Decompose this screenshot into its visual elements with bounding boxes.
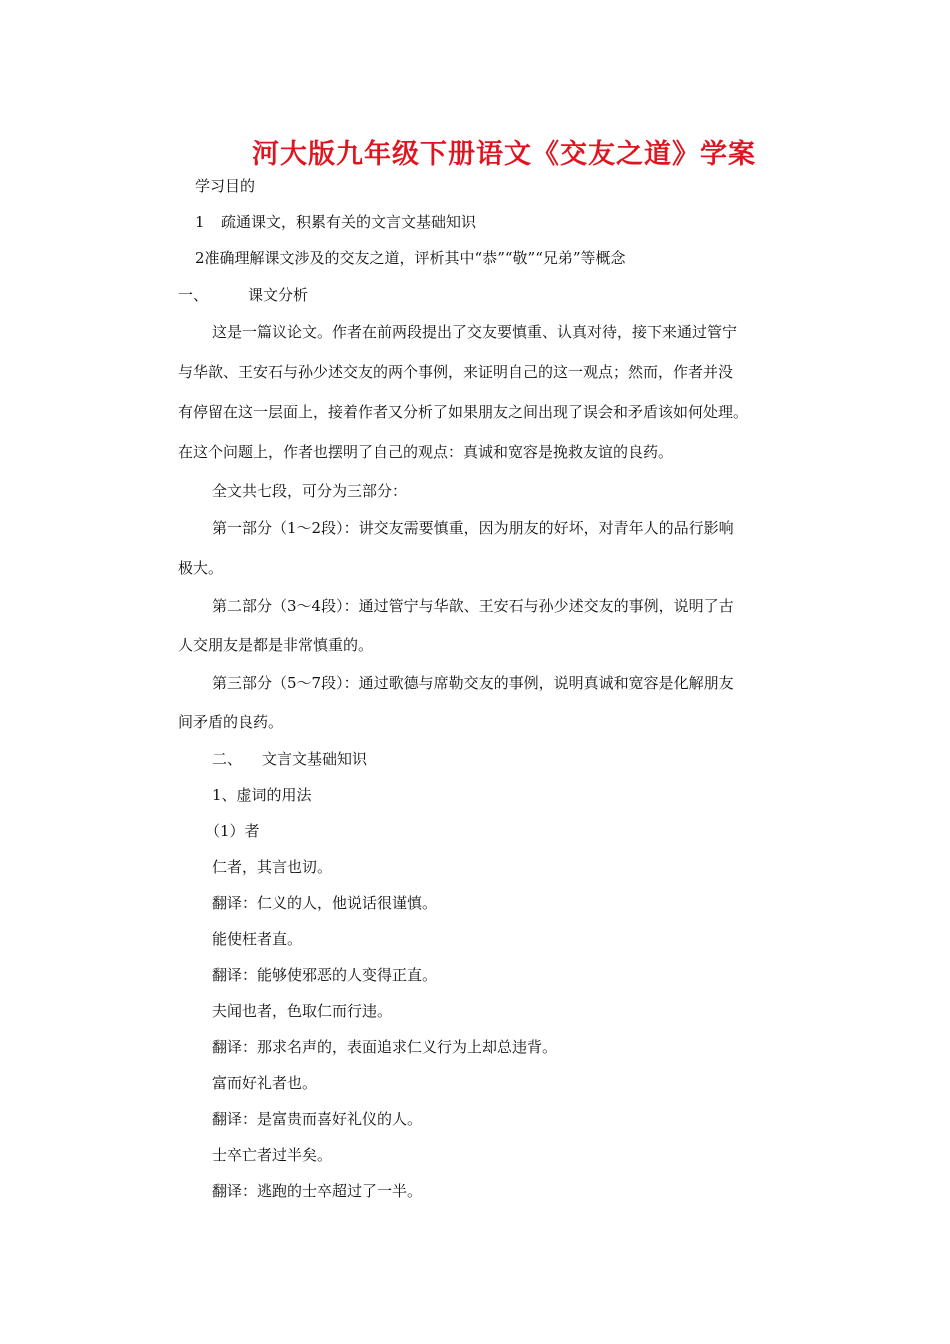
- subsection-item: （1）者: [205, 822, 260, 840]
- part2-line: 人交朋友是都是非常慎重的。: [178, 636, 374, 654]
- part3-line: 间矛盾的良药。: [178, 713, 284, 731]
- example-line: 富而好礼者也。: [212, 1074, 318, 1092]
- analysis-line: 这是一篇议论文。作者在前两段提出了交友要慎重、认真对待，接下来通过管宁: [212, 323, 738, 341]
- structure-intro: 全文共七段，可分为三部分：: [212, 482, 408, 500]
- translation-line: 翻译：能够使邪恶的人变得正直。: [212, 966, 438, 984]
- section2-title: 文言文基础知识: [262, 750, 368, 768]
- part3-line: 第三部分（5～7段）：通过歌德与席勒交友的事例，说明真诚和宽容是化解朋友: [212, 674, 734, 692]
- objective-item-1-number: 1: [195, 213, 205, 231]
- translation-line: 翻译：仁义的人，他说话很谨慎。: [212, 894, 438, 912]
- objective-item-2: 2准确理解课文涉及的交友之道，评析其中“恭”“敬”“兄弟”等概念: [195, 249, 626, 267]
- section1-title: 课文分析: [248, 286, 309, 304]
- objectives-heading: 学习目的: [195, 177, 256, 195]
- part1-line: 极大。: [178, 559, 224, 577]
- example-line: 夫闻也者，色取仁而行违。: [212, 1002, 393, 1020]
- example-line: 士卒亡者过半矣。: [212, 1146, 333, 1164]
- section1-number: 一、: [178, 286, 209, 304]
- section2-number: 二、: [212, 750, 243, 768]
- objective-item-1: [195, 212, 476, 232]
- example-line: 仁者，其言也讱。: [212, 858, 333, 876]
- part1-line: 第一部分（1～2段）：讲交友需要慎重，因为朋友的好坏，对青年人的品行影响: [212, 519, 734, 537]
- section2-heading: [212, 749, 367, 769]
- translation-line: 翻译：逃跑的士卒超过了一半。: [212, 1182, 423, 1200]
- analysis-line: 有停留在这一层面上，接着作者又分析了如果朋友之间出现了误会和矛盾该如何处理。: [178, 403, 749, 421]
- example-line: 能使枉者直。: [212, 930, 303, 948]
- translation-line: 翻译：那求名声的，表面追求仁义行为上却总违背。: [212, 1038, 558, 1056]
- analysis-line: 与华歆、王安石与孙少述交友的两个事例，来证明自己的这一观点；然而，作者并没: [178, 363, 734, 381]
- part2-line: 第二部分（3～4段）：通过管宁与华歆、王安石与孙少述交友的事例，说明了古: [212, 597, 734, 615]
- objective-item-1-text: 疏通课文，积累有关的文言文基础知识: [221, 213, 477, 231]
- translation-line: 翻译：是富贵而喜好礼仪的人。: [212, 1110, 423, 1128]
- document-title: 河大版九年级下册语文《交友之道》学案: [252, 139, 756, 170]
- subsection-heading: 1、虚词的用法: [212, 786, 312, 804]
- analysis-line: 在这个问题上，作者也摆明了自己的观点：真诚和宽容是挽救友谊的良药。: [178, 443, 674, 461]
- section1-heading: [178, 285, 308, 305]
